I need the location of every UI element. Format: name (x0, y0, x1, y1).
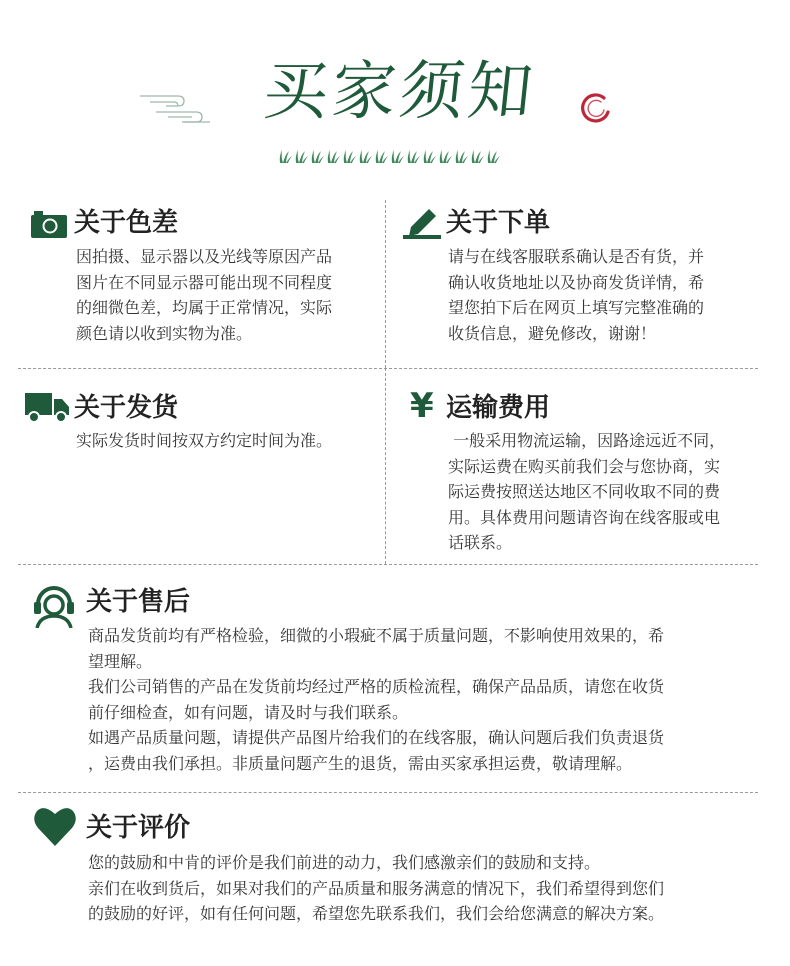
camera-icon (31, 210, 67, 238)
section-body (76, 244, 376, 346)
page-title: 买家须知 (260, 55, 540, 129)
pencil-icon (403, 205, 441, 239)
body-line: 一般采用物流运输，因路途远近不同， (448, 431, 726, 450)
column-divider-middle (385, 368, 386, 564)
body-line: 实际运费在购买前我们会与您协商，实 (448, 456, 721, 476)
section-body (448, 428, 768, 556)
body-line: 的鼓励的好评，如有任何问题，希望您先联系我们，我们会给您满意的解决方案。 (88, 904, 665, 923)
brush-circle-icon (578, 92, 612, 126)
body-line: 确认收货地址以及协商发货详情，希 (448, 272, 705, 292)
row-divider-2 (18, 564, 758, 565)
body-line: 望您拍下后在网页上填写完整准确的 (448, 298, 705, 317)
customer-service-icon (32, 578, 76, 628)
body-line: 图片在不同显示器可能出现不同程度 (76, 272, 333, 292)
body-line: ，运费由我们承担。非质量问题产生的退货，需由买家承担运费，敬请理解。 (88, 753, 633, 773)
section-body (88, 623, 768, 776)
body-line: 您的鼓励和中肯的评价是我们前进的动力，我们感激亲们的鼓励和支持。 (88, 853, 601, 872)
body-line: 际运费按照送达地区不同收取不同的费 (448, 482, 721, 501)
section-title: 运输费用 (446, 393, 551, 423)
section-title: 关于色差 (74, 208, 179, 238)
section-title: 关于评价 (86, 813, 191, 843)
section-body (88, 850, 768, 927)
body-line: 用。具体费用问题请咨询在线客服或电 (448, 507, 721, 527)
section-title: 关于下单 (446, 208, 551, 238)
body-line: 望理解。 (88, 651, 153, 671)
body-line: 如遇产品质量问题，请提供产品图片给我们的在线客服，确认问题后我们负责退货 (88, 728, 665, 747)
row-divider-1 (18, 368, 758, 369)
body-line: 我们公司销售的产品在发货前均经过严格的质检流程，确保产品品质，请您在收货 (88, 677, 665, 696)
heart-icon (34, 806, 76, 846)
section-body (448, 244, 758, 346)
truck-icon (25, 391, 69, 423)
section-title: 关于发货 (74, 393, 179, 423)
grass-decoration-icon (278, 148, 512, 164)
body-line: 话联系。 (448, 533, 513, 552)
cloud-decoration-icon (138, 90, 212, 126)
row-divider-3 (18, 792, 758, 793)
body-line: 收货信息，避免修改，谢谢！ (448, 323, 657, 343)
body-line: 颜色请以收到实物为准。 (76, 323, 253, 343)
section-title: 关于售后 (86, 587, 191, 617)
body-line: 请与在线客服联系确认是否有货，并 (448, 247, 705, 266)
body-line: 前仔细检查，如有问题，请及时与我们联系。 (88, 702, 409, 722)
body-line: 因拍摄、显示器以及光线等原因产品 (76, 247, 333, 266)
body-line: 实际发货时间按双方约定时间为准。 (76, 431, 333, 450)
body-line: 亲们在收到货后，如果对我们的产品质量和服务满意的情况下，我们希望得到您们 (88, 878, 665, 898)
header (0, 0, 790, 190)
section-body (76, 428, 376, 454)
yen-icon: ¥ (410, 386, 434, 426)
body-line: 商品发货前均有严格检验，细微的小瑕疵不属于质量问题，不影响使用效果的，希 (88, 626, 665, 645)
column-divider-top (385, 200, 386, 368)
body-line: 的细微色差，均属于正常情况，实际 (76, 298, 333, 317)
